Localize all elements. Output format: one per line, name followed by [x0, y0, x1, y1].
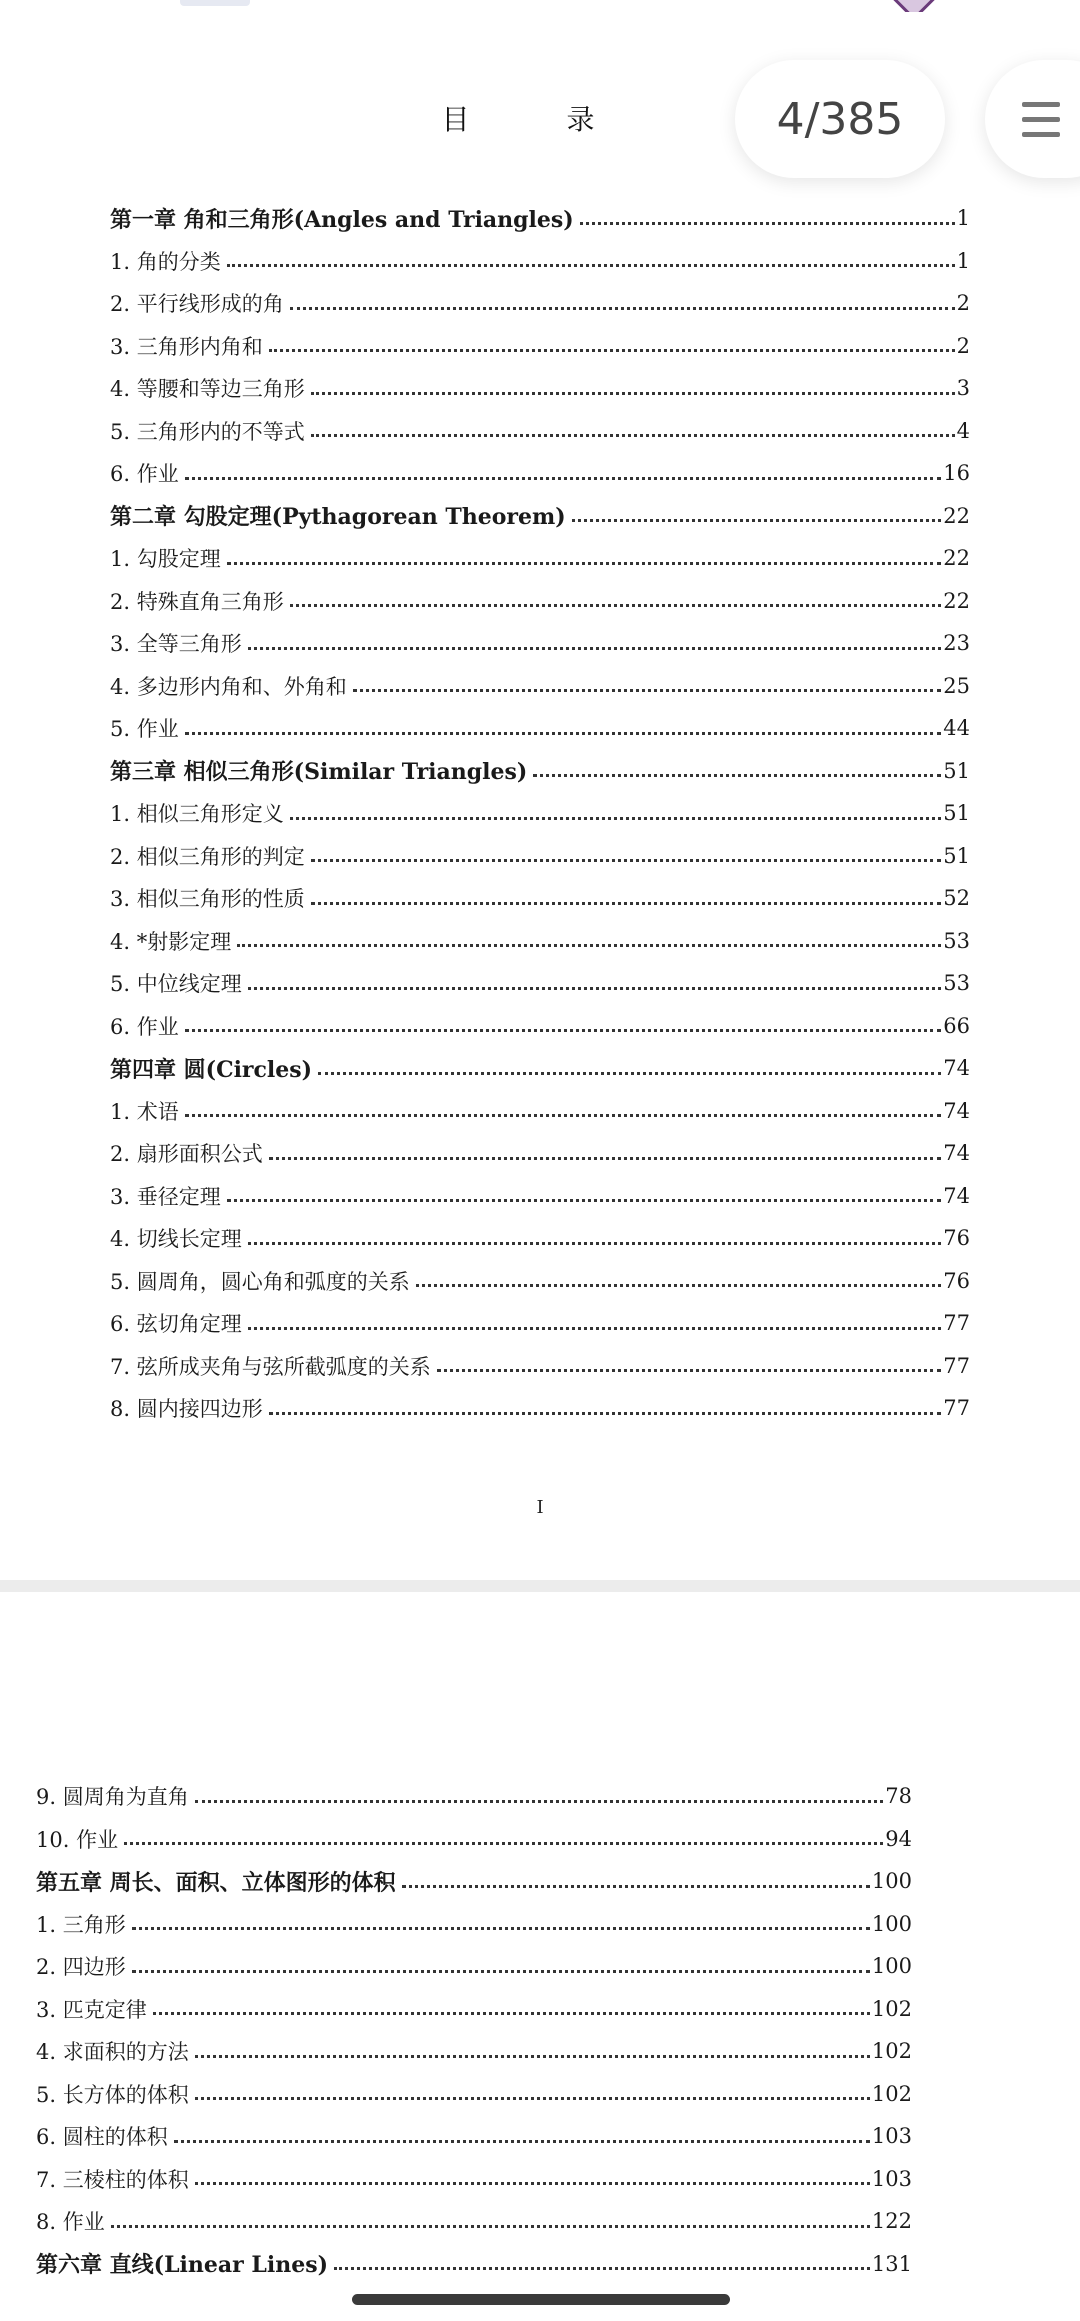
dot-leader: [174, 2140, 870, 2143]
toc-entry-label: 3. 垂径定理: [110, 1184, 221, 1209]
toc-entry-label: 1. 勾股定理: [110, 547, 221, 572]
dot-leader: [227, 1199, 942, 1202]
toc-entry-label: 7. 弦所成夹角与弦所截弧度的关系: [110, 1354, 431, 1379]
toc-section-entry[interactable]: [110, 877, 970, 920]
toc-section-entry[interactable]: [110, 1345, 970, 1388]
toc-section-entry[interactable]: [110, 1302, 970, 1345]
dot-leader: [185, 732, 942, 735]
toc-section-entry[interactable]: [110, 240, 970, 283]
toc-entry-page-number: 78: [885, 1784, 912, 1809]
dot-leader: [227, 562, 942, 565]
toc-entry-page-number: 53: [943, 971, 970, 996]
toc-section-entry[interactable]: [36, 2115, 912, 2158]
toc-entry-page-number: 22: [943, 503, 970, 528]
dot-leader: [290, 604, 942, 607]
app-logo-icon: [891, 0, 936, 12]
dot-leader: [124, 1842, 883, 1845]
dot-leader: [111, 2225, 870, 2228]
toc-entry-label: 第二章 勾股定理(Pythagorean Theorem): [110, 504, 566, 531]
dot-leader: [185, 477, 942, 480]
dot-leader: [402, 1885, 870, 1888]
dot-leader: [416, 1284, 942, 1287]
toc-entry-page-number: 51: [943, 758, 970, 783]
toc-entry-label: 2. 特殊直角三角形: [110, 589, 284, 614]
toc-entry-page-number: 77: [943, 1353, 970, 1378]
toc-chapter-entry[interactable]: [36, 2243, 912, 2286]
toc-entry-page-number: 74: [943, 1141, 970, 1166]
toc-entry-page-number: 94: [885, 1826, 912, 1851]
toc-entry-label: 3. 匹克定律: [36, 1997, 147, 2022]
toc-section-entry[interactable]: [110, 835, 970, 878]
toc-entry-label: 3. 全等三角形: [110, 632, 242, 657]
toc-chapter-entry[interactable]: [110, 495, 970, 538]
top-strip-fragment-right: [640, 0, 940, 12]
toc-entry-page-number: 22: [943, 588, 970, 613]
toc-entry-label: 9. 圆周角为直角: [36, 1785, 189, 1810]
dot-leader: [318, 1072, 941, 1075]
toc-entry-label: 2. 四边形: [36, 1955, 126, 1980]
toc-entry-page-number: 1: [956, 248, 970, 273]
dot-leader: [248, 1327, 942, 1330]
toc-entry-page-number: 4: [956, 418, 970, 443]
toc-section-entry[interactable]: [36, 2073, 912, 2116]
toc-entry-page-number: 53: [943, 928, 970, 953]
dot-leader: [153, 2012, 870, 2015]
dot-leader: [580, 222, 955, 225]
toc-entry-label: 5. 圆周角，圆心角和弧度的关系: [110, 1269, 410, 1294]
toc-entry-page-number: 22: [943, 546, 970, 571]
toc-entry-label: 5. 长方体的体积: [36, 2082, 189, 2107]
toc-entry-label: 6. 弦切角定理: [110, 1312, 242, 1337]
toc-entry-label: 7. 三棱柱的体积: [36, 2167, 189, 2192]
menu-icon: [1022, 102, 1060, 107]
toc-entry-page-number: 103: [871, 2166, 912, 2191]
toc-entry-page-number: 51: [943, 801, 970, 826]
dot-leader: [334, 2267, 870, 2270]
toc-entry-page-number: 74: [943, 1183, 970, 1208]
toc-entry-label: 2. 扇形面积公式: [110, 1142, 263, 1167]
toc-entry-label: 3. 三角形内角和: [110, 334, 263, 359]
toc-section-entry[interactable]: [110, 1175, 970, 1218]
toc-entry-label: 8. 作业: [36, 2210, 105, 2235]
toc-section-entry[interactable]: [36, 1818, 912, 1861]
dot-leader: [311, 392, 955, 395]
toc-section-entry[interactable]: [110, 665, 970, 708]
toc-entry-page-number: 122: [871, 2209, 912, 2234]
toc-entry-label: 1. 相似三角形定义: [110, 802, 284, 827]
toc-entry-page-number: 76: [943, 1226, 970, 1251]
dot-leader: [248, 647, 942, 650]
toc-entry-label: 2. 平行线形成的角: [110, 292, 284, 317]
toc-section-entry[interactable]: [110, 537, 970, 580]
toc-entry-page-number: 102: [871, 2039, 912, 2064]
toc-entry-page-number: 131: [871, 2251, 912, 2276]
dot-leader: [195, 2097, 870, 2100]
dot-leader: [533, 774, 941, 777]
toc-entry-page-number: 103: [871, 2124, 912, 2149]
toc-entry-page-number: 25: [943, 673, 970, 698]
toc-section-entry[interactable]: [110, 325, 970, 368]
toc-chapter-entry[interactable]: [110, 1047, 970, 1090]
toc-entry-page-number: 51: [943, 843, 970, 868]
toc-section-entry[interactable]: [36, 1945, 912, 1988]
toc-section-entry[interactable]: [110, 962, 970, 1005]
toc-entry-page-number: 74: [943, 1056, 970, 1081]
dot-leader: [290, 307, 955, 310]
dot-leader: [132, 1927, 870, 1930]
dot-leader: [311, 434, 955, 437]
toc-entry-page-number: 102: [871, 2081, 912, 2106]
dot-leader: [185, 1029, 942, 1032]
toc-entry-label: 6. 作业: [110, 1014, 179, 1039]
toc-entry-label: 4. 等腰和等边三角形: [110, 377, 305, 402]
toc-list-page-2: [36, 1775, 912, 2285]
toc-section-entry[interactable]: [36, 2200, 912, 2243]
toc-entry-label: 4. 切线长定理: [110, 1227, 242, 1252]
toc-entry-label: 1. 三角形: [36, 1912, 126, 1937]
toc-entry-page-number: 66: [943, 1013, 970, 1038]
toc-entry-label: 第五章 周长、面积、立体图形的体积: [36, 1869, 396, 1896]
dot-leader: [269, 349, 955, 352]
dot-leader: [248, 1242, 942, 1245]
toc-section-entry[interactable]: [110, 1090, 970, 1133]
toc-section-entry[interactable]: [110, 580, 970, 623]
page-separator: [0, 1580, 1080, 1592]
home-indicator[interactable]: [352, 2294, 730, 2305]
toc-section-entry[interactable]: [110, 452, 970, 495]
toc-section-entry[interactable]: [110, 1387, 970, 1430]
toc-section-entry[interactable]: [36, 2158, 912, 2201]
dot-leader: [195, 2055, 870, 2058]
toc-section-entry[interactable]: [36, 2030, 912, 2073]
dot-leader: [185, 1114, 942, 1117]
toc-entry-label: 5. 三角形内的不等式: [110, 419, 305, 444]
toc-entry-label: 第一章 角和三角形(Angles and Triangles): [110, 206, 574, 233]
toc-entry-page-number: 52: [943, 886, 970, 911]
dot-leader: [195, 2182, 870, 2185]
toc-entry-page-number: 100: [871, 1954, 912, 1979]
toc-entry-label: 4. 求面积的方法: [36, 2040, 189, 2065]
toc-section-entry[interactable]: [110, 410, 970, 453]
dot-leader: [237, 944, 941, 947]
toc-entry-label: 第六章 直线(Linear Lines): [36, 2252, 329, 2279]
toc-entry-page-number: 1: [956, 206, 970, 231]
toc-entry-label: 5. 中位线定理: [110, 972, 242, 997]
toc-entry-page-number: 2: [956, 333, 970, 358]
toc-section-entry[interactable]: [36, 1988, 912, 2031]
toc-entry-label: 2. 相似三角形的判定: [110, 844, 305, 869]
toc-entry-page-number: 44: [943, 716, 970, 741]
toc-entry-page-number: 77: [943, 1396, 970, 1421]
toc-entry-label: 第四章 圆(Circles): [110, 1056, 313, 1083]
toc-entry-page-number: 100: [871, 1869, 912, 1894]
toc-section-entry[interactable]: [110, 282, 970, 325]
page-footer-number: I: [536, 1497, 544, 1518]
toc-entry-page-number: 2: [956, 291, 970, 316]
dot-leader: [437, 1369, 942, 1372]
toc-section-entry[interactable]: [110, 707, 970, 750]
toc-entry-label: 1. 角的分类: [110, 249, 221, 274]
toc-section-entry[interactable]: [110, 1217, 970, 1260]
dot-leader: [353, 689, 942, 692]
toc-entry-page-number: 74: [943, 1098, 970, 1123]
toc-entry-page-number: 23: [943, 631, 970, 656]
dot-leader: [269, 1412, 942, 1415]
page-counter-badge[interactable]: 4/385: [735, 60, 945, 178]
toc-entry-label: 8. 圆内接四边形: [110, 1397, 263, 1422]
toc-entry-label: 4. 多边形内角和、外角和: [110, 674, 347, 699]
toc-section-entry[interactable]: [36, 1775, 912, 1818]
toc-entry-label: 3. 相似三角形的性质: [110, 887, 305, 912]
toc-entry-label: 1. 术语: [110, 1099, 179, 1124]
toc-section-entry[interactable]: [110, 1005, 970, 1048]
toc-chapter-entry[interactable]: [110, 750, 970, 793]
dot-leader: [195, 1800, 884, 1803]
toc-section-entry[interactable]: [110, 920, 970, 963]
toc-entry-page-number: 76: [943, 1268, 970, 1293]
toc-entry-page-number: 100: [871, 1911, 912, 1936]
dot-leader: [290, 817, 942, 820]
toc-section-entry[interactable]: [36, 1903, 912, 1946]
dot-leader: [311, 859, 942, 862]
dot-leader: [311, 902, 942, 905]
toc-entry-page-number: 77: [943, 1311, 970, 1336]
toc-section-entry[interactable]: [110, 367, 970, 410]
toc-entry-page-number: 102: [871, 1996, 912, 2021]
toc-section-entry[interactable]: [110, 622, 970, 665]
dot-leader: [572, 519, 942, 522]
toc-chapter-entry[interactable]: [110, 197, 970, 240]
toc-entry-label: 4. *射影定理: [110, 929, 232, 954]
toc-entry-page-number: 3: [956, 376, 970, 401]
dot-leader: [227, 264, 955, 267]
page-title: 目 录: [441, 103, 639, 136]
toc-entry-label: 5. 作业: [110, 717, 179, 742]
toc-entry-label: 第三章 相似三角形(Similar Triangles): [110, 759, 528, 786]
toc-section-entry[interactable]: [110, 792, 970, 835]
toc-entry-label: 10. 作业: [36, 1827, 119, 1852]
toc-entry-label: 6. 作业: [110, 462, 179, 487]
toc-section-entry[interactable]: [110, 1260, 970, 1303]
toc-section-entry[interactable]: [110, 1132, 970, 1175]
toc-entry-label: 6. 圆柱的体积: [36, 2125, 168, 2150]
toc-entry-page-number: 16: [943, 461, 970, 486]
top-strip-fragment: [180, 0, 250, 6]
dot-leader: [132, 1970, 870, 1973]
dot-leader: [248, 987, 942, 990]
toc-list-page-1: [110, 197, 970, 1430]
toc-chapter-entry[interactable]: [36, 1860, 912, 1903]
dot-leader: [269, 1157, 942, 1160]
